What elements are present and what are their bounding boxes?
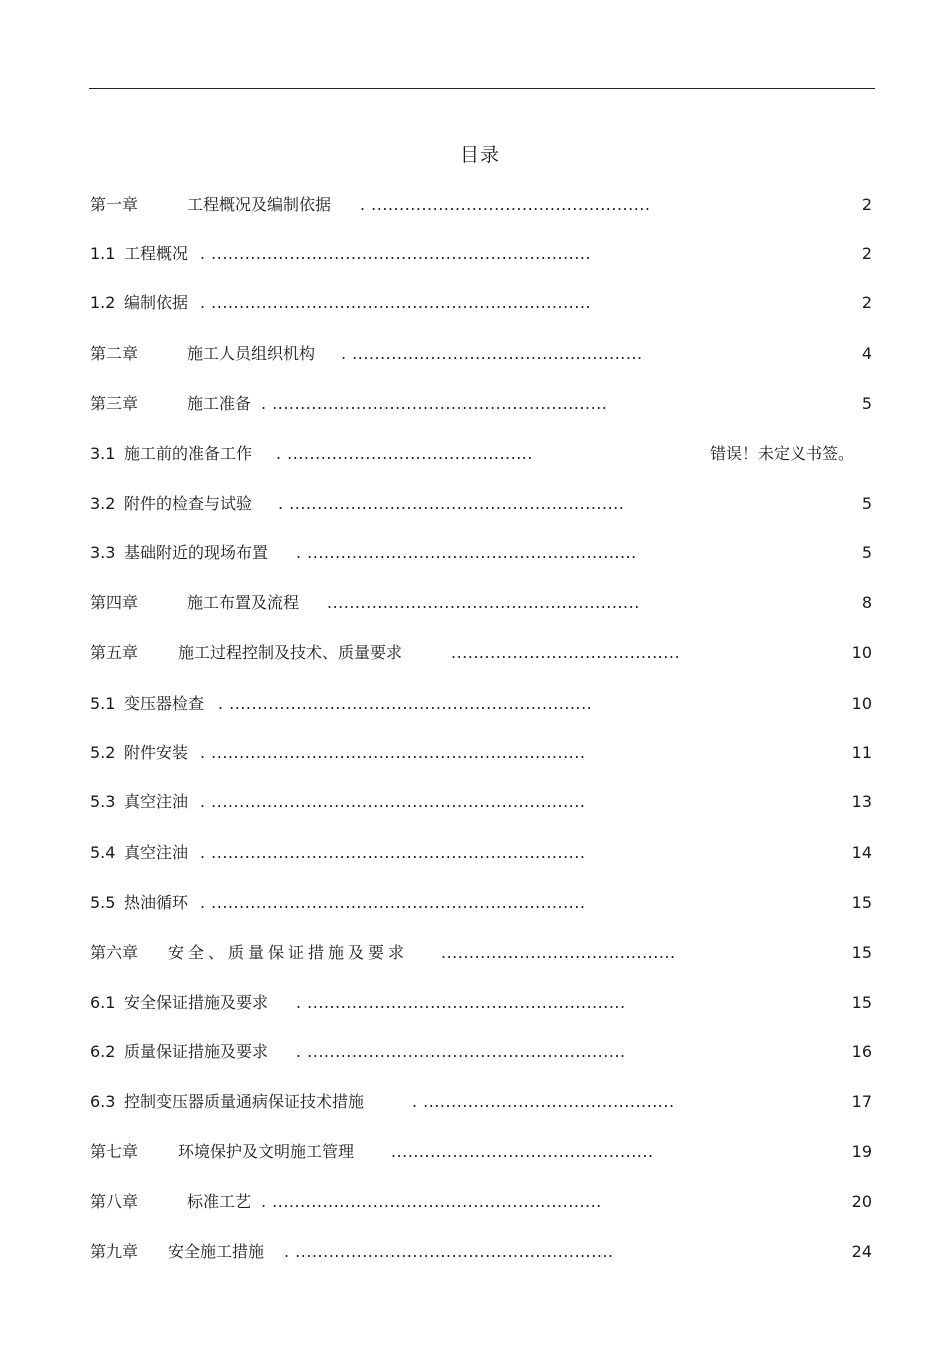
toc-entry-text: 安全施工措施 [168,1242,265,1261]
toc-entry-number: 5.2 [90,743,116,762]
toc-entry-leader: . ................................................................... [200,743,586,762]
toc-entry-number: 6.2 [90,1042,116,1061]
toc-entry-number: 第九章 [90,1242,139,1261]
toc-entry-number: 第七章 [90,1142,139,1161]
toc-entry-leader: . ............................................................ [278,494,625,513]
toc-entry-text: 施工人员组织机构 [187,344,316,363]
toc-entry-text: 真空注油 [124,843,189,862]
toc-entry-leader: . ......................................................... [296,1042,626,1061]
toc-entry[interactable] [90,591,874,615]
toc-entry[interactable] [90,492,874,516]
toc-entry-page: 14 [851,843,872,862]
toc-entry-leader: . .................................................... [341,344,643,363]
toc-entry[interactable] [90,991,874,1015]
toc-entry[interactable] [90,641,874,665]
toc-entry-number: 3.1 [90,444,116,463]
toc-entry[interactable] [90,193,874,217]
toc-entry-number: 第六章 [90,943,139,962]
toc-entry-number: 5.1 [90,694,116,713]
toc-entry-page: 15 [851,893,872,912]
toc-entry-text: 安全保证措施及要求 [124,993,269,1012]
toc-entry-text: 工程概况 [124,244,189,263]
toc-entry-text: 质量保证措施及要求 [124,1042,269,1061]
toc-entry-leader: . ................................................................... [200,792,586,811]
toc-entry-number: 第一章 [90,195,139,214]
toc-entry-leader: . ................................................................. [218,694,593,713]
toc-entry-text: 施工准备 [187,394,252,413]
toc-entry-number: 1.2 [90,293,116,312]
toc-entry-number: 3.2 [90,494,116,513]
toc-entry[interactable] [90,1090,874,1114]
toc-entry-text: 热油循环 [124,893,189,912]
toc-entry[interactable] [90,1140,874,1164]
toc-entry-page: 17 [851,1092,872,1111]
header-rule [89,88,875,89]
toc-entry-text: 变压器检查 [124,694,205,713]
toc-entry-text: 控制变压器质量通病保证技术措施 [124,1092,365,1111]
toc-entry-leader: . ......................................................... [284,1242,614,1261]
toc-entry-leader: . ............................................................ [261,394,608,413]
toc-entry[interactable] [90,392,874,416]
toc-entry[interactable] [90,741,874,765]
toc-entry-text: 标准工艺 [187,1192,252,1211]
toc-entry-page: 5 [861,543,872,562]
toc-entry[interactable] [90,1240,874,1264]
toc-entry-leader: . ........................................................... [261,1192,602,1211]
toc-entry-text: 施工过程控制及技术、质量要求 [178,643,403,662]
toc-entry-page: 2 [861,293,872,312]
toc-title: 目录 [459,144,500,166]
toc-entry[interactable] [90,941,874,965]
toc-entry[interactable] [90,692,874,716]
toc-entry-page: 10 [851,643,872,662]
toc-entry[interactable] [90,841,874,865]
toc-entry-leader: . .................................................. [360,195,651,214]
toc-entry-page: 5 [861,394,872,413]
toc-entry-text: 环境保护及文明施工管理 [178,1142,355,1161]
toc-entry-text: 安全、质量保证措施及要求 [168,943,409,962]
toc-entry-page: 2 [861,244,872,263]
toc-entry-page: 24 [851,1242,872,1261]
toc-entry-leader: .......................................... [441,943,676,962]
toc-entry-number: 3.3 [90,543,116,562]
toc-entry-leader: . ................................................................... [200,893,586,912]
toc-entry-text: 施工布置及流程 [187,593,300,612]
toc-entry-number: 6.3 [90,1092,116,1111]
toc-entry-number: 第五章 [90,643,139,662]
toc-entry-text: 附件的检查与试验 [124,494,253,513]
toc-entry-page: 20 [851,1192,872,1211]
toc-entry-text: 工程概况及编制依据 [187,195,332,214]
toc-entry-page: 19 [851,1142,872,1161]
toc-entry[interactable] [90,541,874,565]
toc-entry-number: 第八章 [90,1192,139,1211]
toc-entry-page: 4 [861,344,872,363]
toc-entry-leader: . ......................................................... [296,993,626,1012]
toc-entry-page: 8 [861,593,872,612]
toc-entry-page: 2 [861,195,872,214]
toc-entry[interactable] [90,291,874,315]
toc-entry-leader: ........................................................ [327,593,640,612]
toc-entry-page: 13 [851,792,872,811]
toc-entry-leader: . .................................................................... [200,244,592,263]
toc-entry-leader: . ................................................................... [200,843,586,862]
toc-entry-number: 5.5 [90,893,116,912]
toc-entry-text: 施工前的准备工作 [124,444,253,463]
toc-entry-number: 5.3 [90,792,116,811]
toc-entry-number: 第二章 [90,344,139,363]
toc-entry[interactable] [90,1190,874,1214]
toc-entry-leader: ......................................... [451,643,681,662]
toc-entry-number: 1.1 [90,244,116,263]
toc-entry-text: 附件安装 [124,743,189,762]
toc-entry-number: 第四章 [90,593,139,612]
toc-entry-page: 10 [851,694,872,713]
toc-entry[interactable] [90,342,874,366]
toc-entry-page: 11 [851,743,872,762]
toc-entry[interactable] [90,242,874,266]
toc-entry-text: 编制依据 [124,293,189,312]
toc-entry-leader: ............................................... [391,1142,654,1161]
toc-entry-leader: . ............................................ [276,444,533,463]
toc-entry-number: 5.4 [90,843,116,862]
toc-entry-leader: . ........................................................... [296,543,637,562]
toc-entry-page: 15 [851,993,872,1012]
toc-entry[interactable] [90,790,874,814]
toc-entry-number: 6.1 [90,993,116,1012]
toc-entry-leader: . ............................................. [412,1092,675,1111]
toc-entry-page: 16 [851,1042,872,1061]
toc-entry-number: 第三章 [90,394,139,413]
toc-entry-leader: . .................................................................... [200,293,592,312]
toc-entry-page: 5 [861,494,872,513]
toc-entry-text: 真空注油 [124,792,189,811]
toc-entry[interactable] [90,442,874,466]
toc-entry[interactable] [90,1040,874,1064]
toc-entry-page-error: 错误！未定义书签。 [709,444,854,463]
toc-entry-page: 15 [851,943,872,962]
toc-entry-text: 基础附近的现场布置 [124,543,269,562]
toc-entry[interactable] [90,891,874,915]
